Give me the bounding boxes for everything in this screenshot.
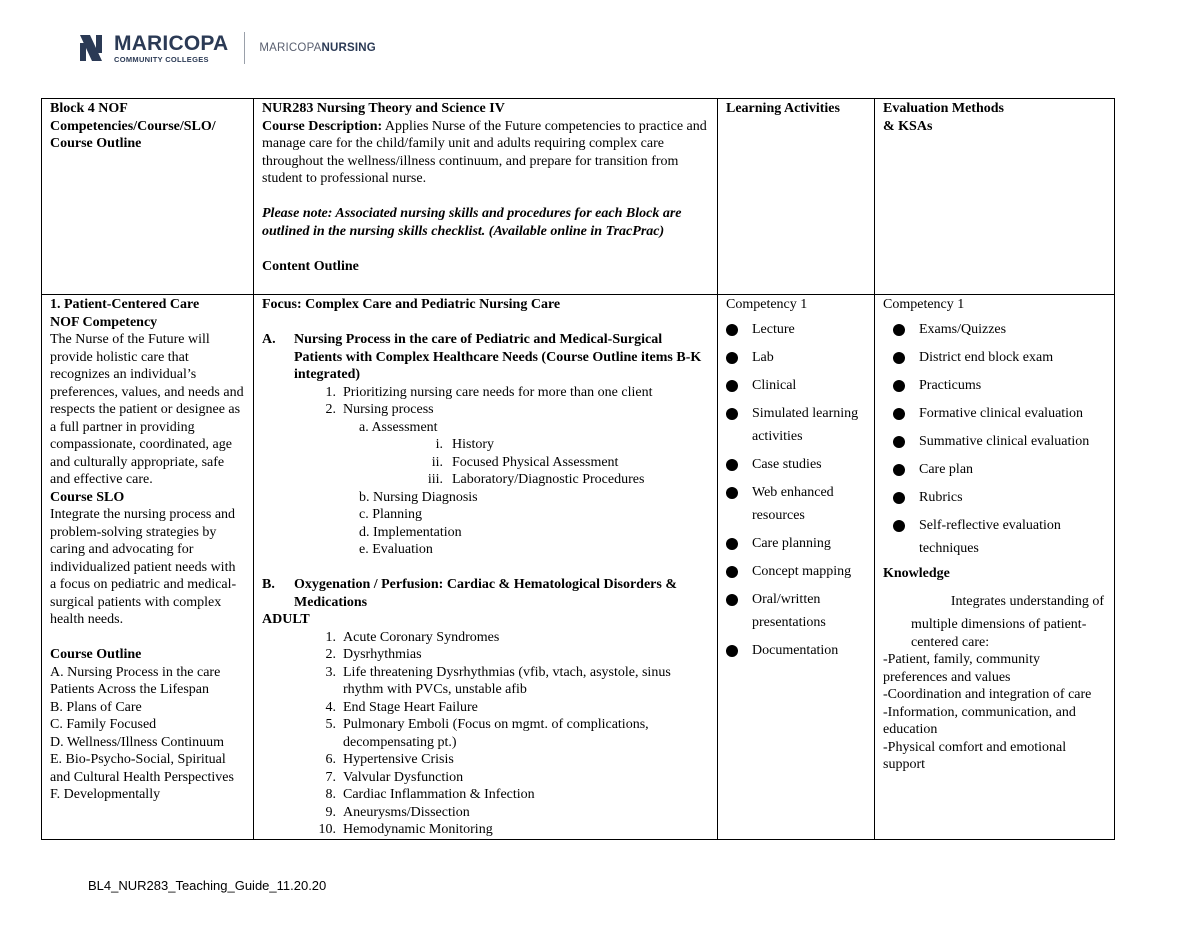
bullet-icon [726, 380, 738, 392]
list-item: Clinical [726, 374, 866, 397]
bullet-icon [893, 436, 905, 448]
learning-activities-cell [718, 295, 875, 840]
adult-label: ADULT [262, 612, 310, 627]
header-col1: Block 4 NOF Competencies/Course/SLO/ Course Outline [50, 101, 216, 151]
list-item: ii. Focused Physical Assessment [431, 454, 619, 470]
logo-nursing: MARICOPANURSING [259, 42, 376, 54]
list-item: Rubrics [883, 486, 1106, 509]
section-b: B. Oxygenation / Perfusion: Cardiac & Hematological Disorders & Medications [262, 577, 678, 610]
list-item: Documentation [726, 639, 866, 662]
list-item: d. Implementation [359, 524, 462, 540]
outline-label: Course Outline [50, 647, 142, 662]
knowledge-item: -Physical comfort and emotional support [883, 739, 1067, 772]
outline-item: A. Nursing Process in the care Patients Across the Lifespan [50, 664, 221, 697]
competency-cell [42, 295, 254, 840]
bullet-icon [726, 352, 738, 364]
list-item: Exams/Quizzes [883, 318, 1106, 341]
list-item: Practicums [883, 374, 1106, 397]
bullet-icon [726, 594, 738, 606]
knowledge-label: Knowledge [883, 565, 950, 581]
list-item: Case studies [726, 453, 866, 476]
list-item: 4. End Stage Heart Failure [325, 699, 478, 715]
header-cell-1 [42, 99, 254, 295]
header-col4-line2: & KSAs [883, 118, 933, 134]
list-item: 2. Dysrhythmias [325, 647, 422, 662]
list-item: Care planning [726, 532, 866, 555]
list-item: i. History [435, 437, 494, 452]
list-item: 8. Cardiac Inflammation & Infection [325, 787, 535, 802]
section-a: A. Nursing Process in the care of Pediatric and Medical-Surgical Patients with Complex Healthcare Needs (Course Outline items B-K integrated) [262, 332, 702, 382]
competency-label: Competency 1 [726, 297, 808, 312]
course-title: NUR283 Nursing Theory and Science IV [262, 101, 505, 116]
list-item: Web enhanced resources [726, 481, 866, 527]
list-item: 6. Hypertensive Crisis [325, 752, 454, 767]
bullet-icon [726, 538, 738, 550]
maricopa-logo [76, 30, 376, 66]
content-row [42, 295, 1115, 840]
bullet-icon [726, 459, 738, 471]
outline-item: F. Developmentally [50, 787, 161, 802]
knowledge-line-1: Integrates understanding of [950, 594, 1104, 609]
knowledge-item: -Patient, family, community preferences and values [883, 652, 1040, 685]
outline-item: D. Wellness/Illness Continuum [50, 734, 225, 750]
bullet-icon [726, 487, 738, 499]
content-outline-cell [254, 295, 718, 840]
list-item: Formative clinical evaluation [883, 402, 1106, 425]
header-cell-2 [254, 99, 718, 295]
competency-heading: 1. Patient-Centered Care [50, 297, 200, 312]
logo-brand: MARICOPA [114, 31, 229, 55]
bullet-icon [726, 566, 738, 578]
logo-divider [244, 32, 245, 64]
list-item: 7. Valvular Dysfunction [325, 769, 464, 785]
outline-item: E. Bio-Psycho-Social, Spiritual and Cultural Health Perspectives [50, 752, 234, 785]
list-item: 1. Prioritizing nursing care needs for more than one client [325, 384, 653, 400]
nof-label: NOF Competency [50, 314, 158, 330]
list-item: Self-reflective evaluation techniques [883, 514, 1106, 560]
course-note: Please note: Associated nursing skills and procedures for each Block are outlined in the nursing skills checklist. (Available online in TracPrac) [262, 206, 682, 239]
bullet-icon [893, 520, 905, 532]
bullet-icon [893, 380, 905, 392]
list-item: Oral/written presentations [726, 588, 866, 634]
outline-item: C. Family Focused [50, 717, 157, 732]
maricopa-logo-icon [76, 31, 106, 65]
list-item: c. Planning [359, 507, 422, 522]
header-cell-4 [875, 99, 1115, 295]
slo-text: Integrate the nursing process and problem-solving strategies by caring and advocating for individualized patient needs with a focus on pediatric and medical-surgical patients with complex health needs. [50, 507, 237, 627]
list-item: iii. Laboratory/Diagnostic Procedures [427, 472, 645, 487]
list-item: Concept mapping [726, 560, 866, 583]
knowledge-item: -Coordination and integration of care [883, 687, 1092, 702]
bullet-icon [893, 464, 905, 476]
list-item: 10. Hemodynamic Monitoring [318, 822, 493, 837]
list-item: Lecture [726, 318, 866, 341]
competency-label: Competency 1 [883, 297, 965, 312]
document-footer: BL4_NUR283_Teaching_Guide_11.20.20 [88, 878, 327, 893]
outline-item: B. Plans of Care [50, 699, 142, 715]
list-item: b. Nursing Diagnosis [359, 489, 478, 505]
bullet-icon [893, 492, 905, 504]
list-item: e. Evaluation [359, 542, 433, 557]
header-col4-line1: Evaluation Methods [883, 101, 1004, 116]
nof-text: The Nurse of the Future will provide holistic care that recognizes an individual’s preferences, values, and needs and respects the patient or designee as a full partner in providing compassionate, coordinated, age and culturally appropriate, safe and effective care. [50, 332, 244, 487]
bullet-icon [726, 408, 738, 420]
bullet-icon [726, 645, 738, 657]
bullet-icon [893, 324, 905, 336]
bullet-icon [893, 408, 905, 420]
list-item: 3. Life threatening Dysrhythmias (vfib, vtach, asystole, sinus rhythm with PVCs, unstable afib [325, 664, 671, 697]
list-item: Lab [726, 346, 866, 369]
bullet-icon [726, 324, 738, 336]
list-item: 1. Acute Coronary Syndromes [325, 629, 500, 645]
list-item: District end block exam [883, 346, 1106, 369]
slo-label: Course SLO [50, 489, 125, 505]
list-item: Summative clinical evaluation [883, 430, 1106, 453]
knowledge-line-2: multiple dimensions of patient-centered care: [911, 617, 1087, 650]
header-col3: Learning Activities [726, 101, 840, 116]
list-item: Simulated learning activities [726, 402, 866, 448]
list-item: 5. Pulmonary Emboli (Focus on mgmt. of complications, decompensating pt.) [325, 717, 649, 750]
teaching-guide-table [41, 98, 1115, 840]
header-row [42, 99, 1115, 295]
logo-sub: COMMUNITY COLLEGES [114, 54, 209, 64]
knowledge-item: -Information, communication, and education [883, 704, 1076, 737]
focus-line: Focus: Complex Care and Pediatric Nursing Care [262, 297, 561, 312]
course-description: Course Description: Applies Nurse of the Future competencies to practice and manage care for the child/family unit and adults requiring complex care throughout the wellness/illness continuum, and prepare for transition from student to professional nurse. [262, 118, 707, 186]
list-item: 9. Aneurysms/Dissection [325, 804, 470, 820]
content-outline-label: Content Outline [262, 258, 359, 274]
evaluation-methods-cell [875, 295, 1115, 840]
header-cell-3 [718, 99, 875, 295]
list-item: 2. Nursing process [325, 402, 434, 417]
list-item: Care plan [883, 458, 1106, 481]
list-item: a. Assessment [359, 419, 438, 435]
bullet-icon [893, 352, 905, 364]
